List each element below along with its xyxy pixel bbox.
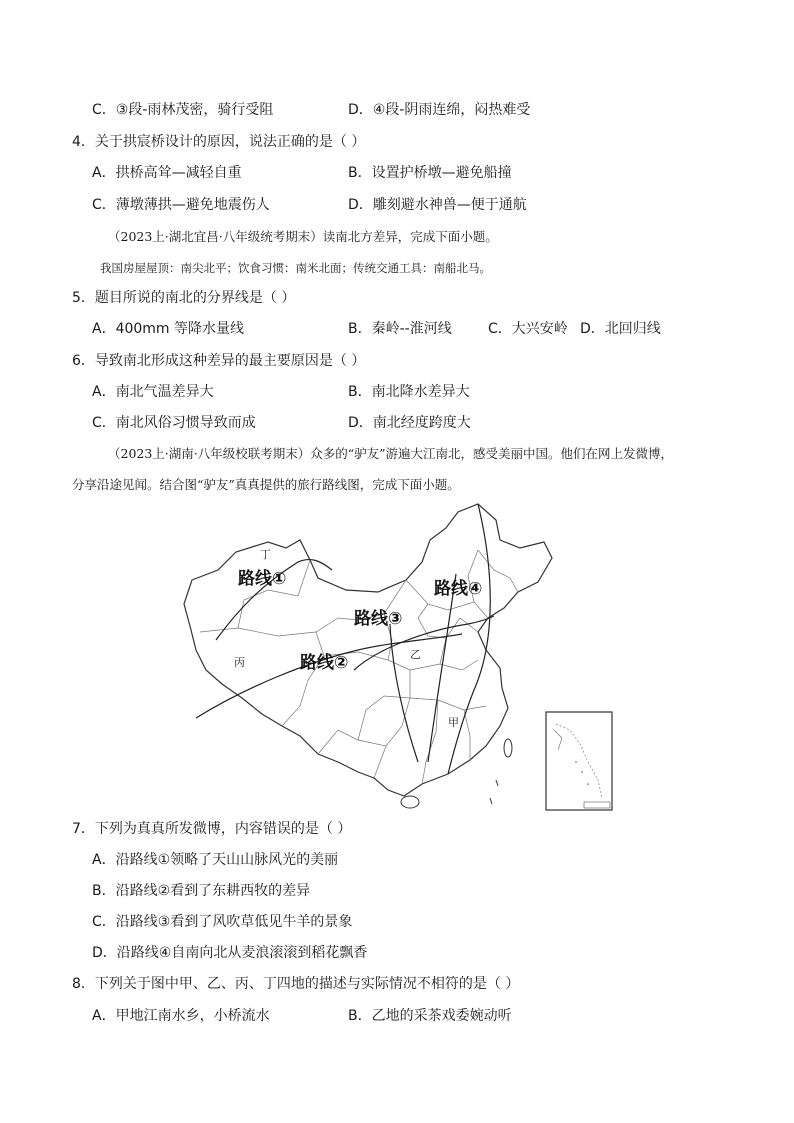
- q6-option-d: D．南北经度跨度大: [348, 415, 471, 431]
- material-intro-2-line2: 分享沿途见闻。结合图“驴友”真真提供的旅行路线图，完成下面小题。: [72, 477, 460, 492]
- place-bing-label: 丙: [234, 656, 245, 669]
- q8-option-b: B．乙地的采茶戏委婉动听: [348, 1008, 512, 1024]
- q4-option-d: D．雕刻避水神兽—便于通航: [348, 197, 527, 213]
- travel-route-map: [178, 500, 618, 812]
- q6-stem: 6．导致南北形成这种差异的最主要原因是（ ）: [72, 353, 366, 369]
- material-note-1: 我国房屋屋顶：南尖北平；饮食习惯：南米北面；传统交通工具：南船北马。: [100, 261, 491, 275]
- q4-option-c: C．薄墩薄拱—避免地震伤人: [92, 197, 270, 213]
- q6-option-a: A．南北气温差异大: [92, 384, 214, 400]
- q5-option-b: B．秦岭--淮河线: [348, 321, 452, 337]
- route-4-label: 路线④: [434, 579, 483, 599]
- hainan-island: [401, 796, 419, 808]
- q4-option-b: B．设置护桥墩—避免船撞: [348, 165, 512, 181]
- place-yi-label: 乙: [410, 648, 421, 661]
- q3-option-c: C．③段-雨林茂密，骑行受阻: [92, 102, 274, 118]
- q7-option-a: A．沿路线①领略了天山山脉风光的美丽: [92, 852, 339, 868]
- q6-option-c: C．南北风俗习惯导致而成: [92, 415, 256, 431]
- route-2-label: 路线②: [300, 653, 349, 673]
- taiwan-island: [504, 739, 512, 757]
- q7-option-c: C．沿路线③看到了风吹草低见牛羊的景象: [92, 914, 353, 930]
- q4-option-a: A．拱桥高耸—减轻自重: [92, 165, 242, 181]
- q8-option-a: A．甲地江南水乡，小桥流水: [92, 1008, 270, 1024]
- q5-option-a: A．400mm 等降水量线: [92, 321, 245, 337]
- q5-option-d: D．北回归线: [580, 321, 661, 337]
- q7-stem: 7．下列为真真所发微博，内容错误的是（ ）: [72, 821, 352, 837]
- route-3-label: 路线③: [354, 609, 403, 629]
- q7-option-b: B．沿路线②看到了东耕西牧的差异: [92, 883, 311, 899]
- route-1-label: 路线①: [238, 569, 287, 589]
- material-intro-2-line1: （2023上·湖南·八年级校联考期末）众多的“驴友”游遍大江南北，感受美丽中国。他们在网上发微博，: [108, 446, 674, 461]
- q4-stem: 4．关于拱宸桥设计的原因，说法正确的是（ ）: [72, 134, 366, 150]
- country-outline: [184, 504, 552, 796]
- q5-option-c: C．大兴安岭: [488, 321, 568, 337]
- nine-dash-marks: [490, 780, 498, 804]
- q6-option-b: B．南北降水差异大: [348, 384, 470, 400]
- q3-option-d: D．④段-阴雨连绵，闷热难受: [348, 102, 531, 118]
- place-ding-label: 丁: [260, 548, 271, 561]
- place-jia-label: 甲: [448, 716, 459, 729]
- china-map-svg: [178, 500, 618, 812]
- q8-stem: 8．下列关于图中甲、乙、丙、丁四地的描述与实际情况不相符的是（ ）: [72, 976, 520, 992]
- q5-stem: 5．题目所说的南北的分界线是（ ）: [72, 290, 296, 306]
- q7-option-d: D．沿路线④自南向北从麦浪滚滚到稻花飘香: [92, 945, 368, 961]
- material-intro-1: （2023上·湖北宜昌·八年级统考期末）读南北方差异，完成下面小题。: [108, 229, 498, 244]
- south-china-sea-inset: [546, 712, 612, 810]
